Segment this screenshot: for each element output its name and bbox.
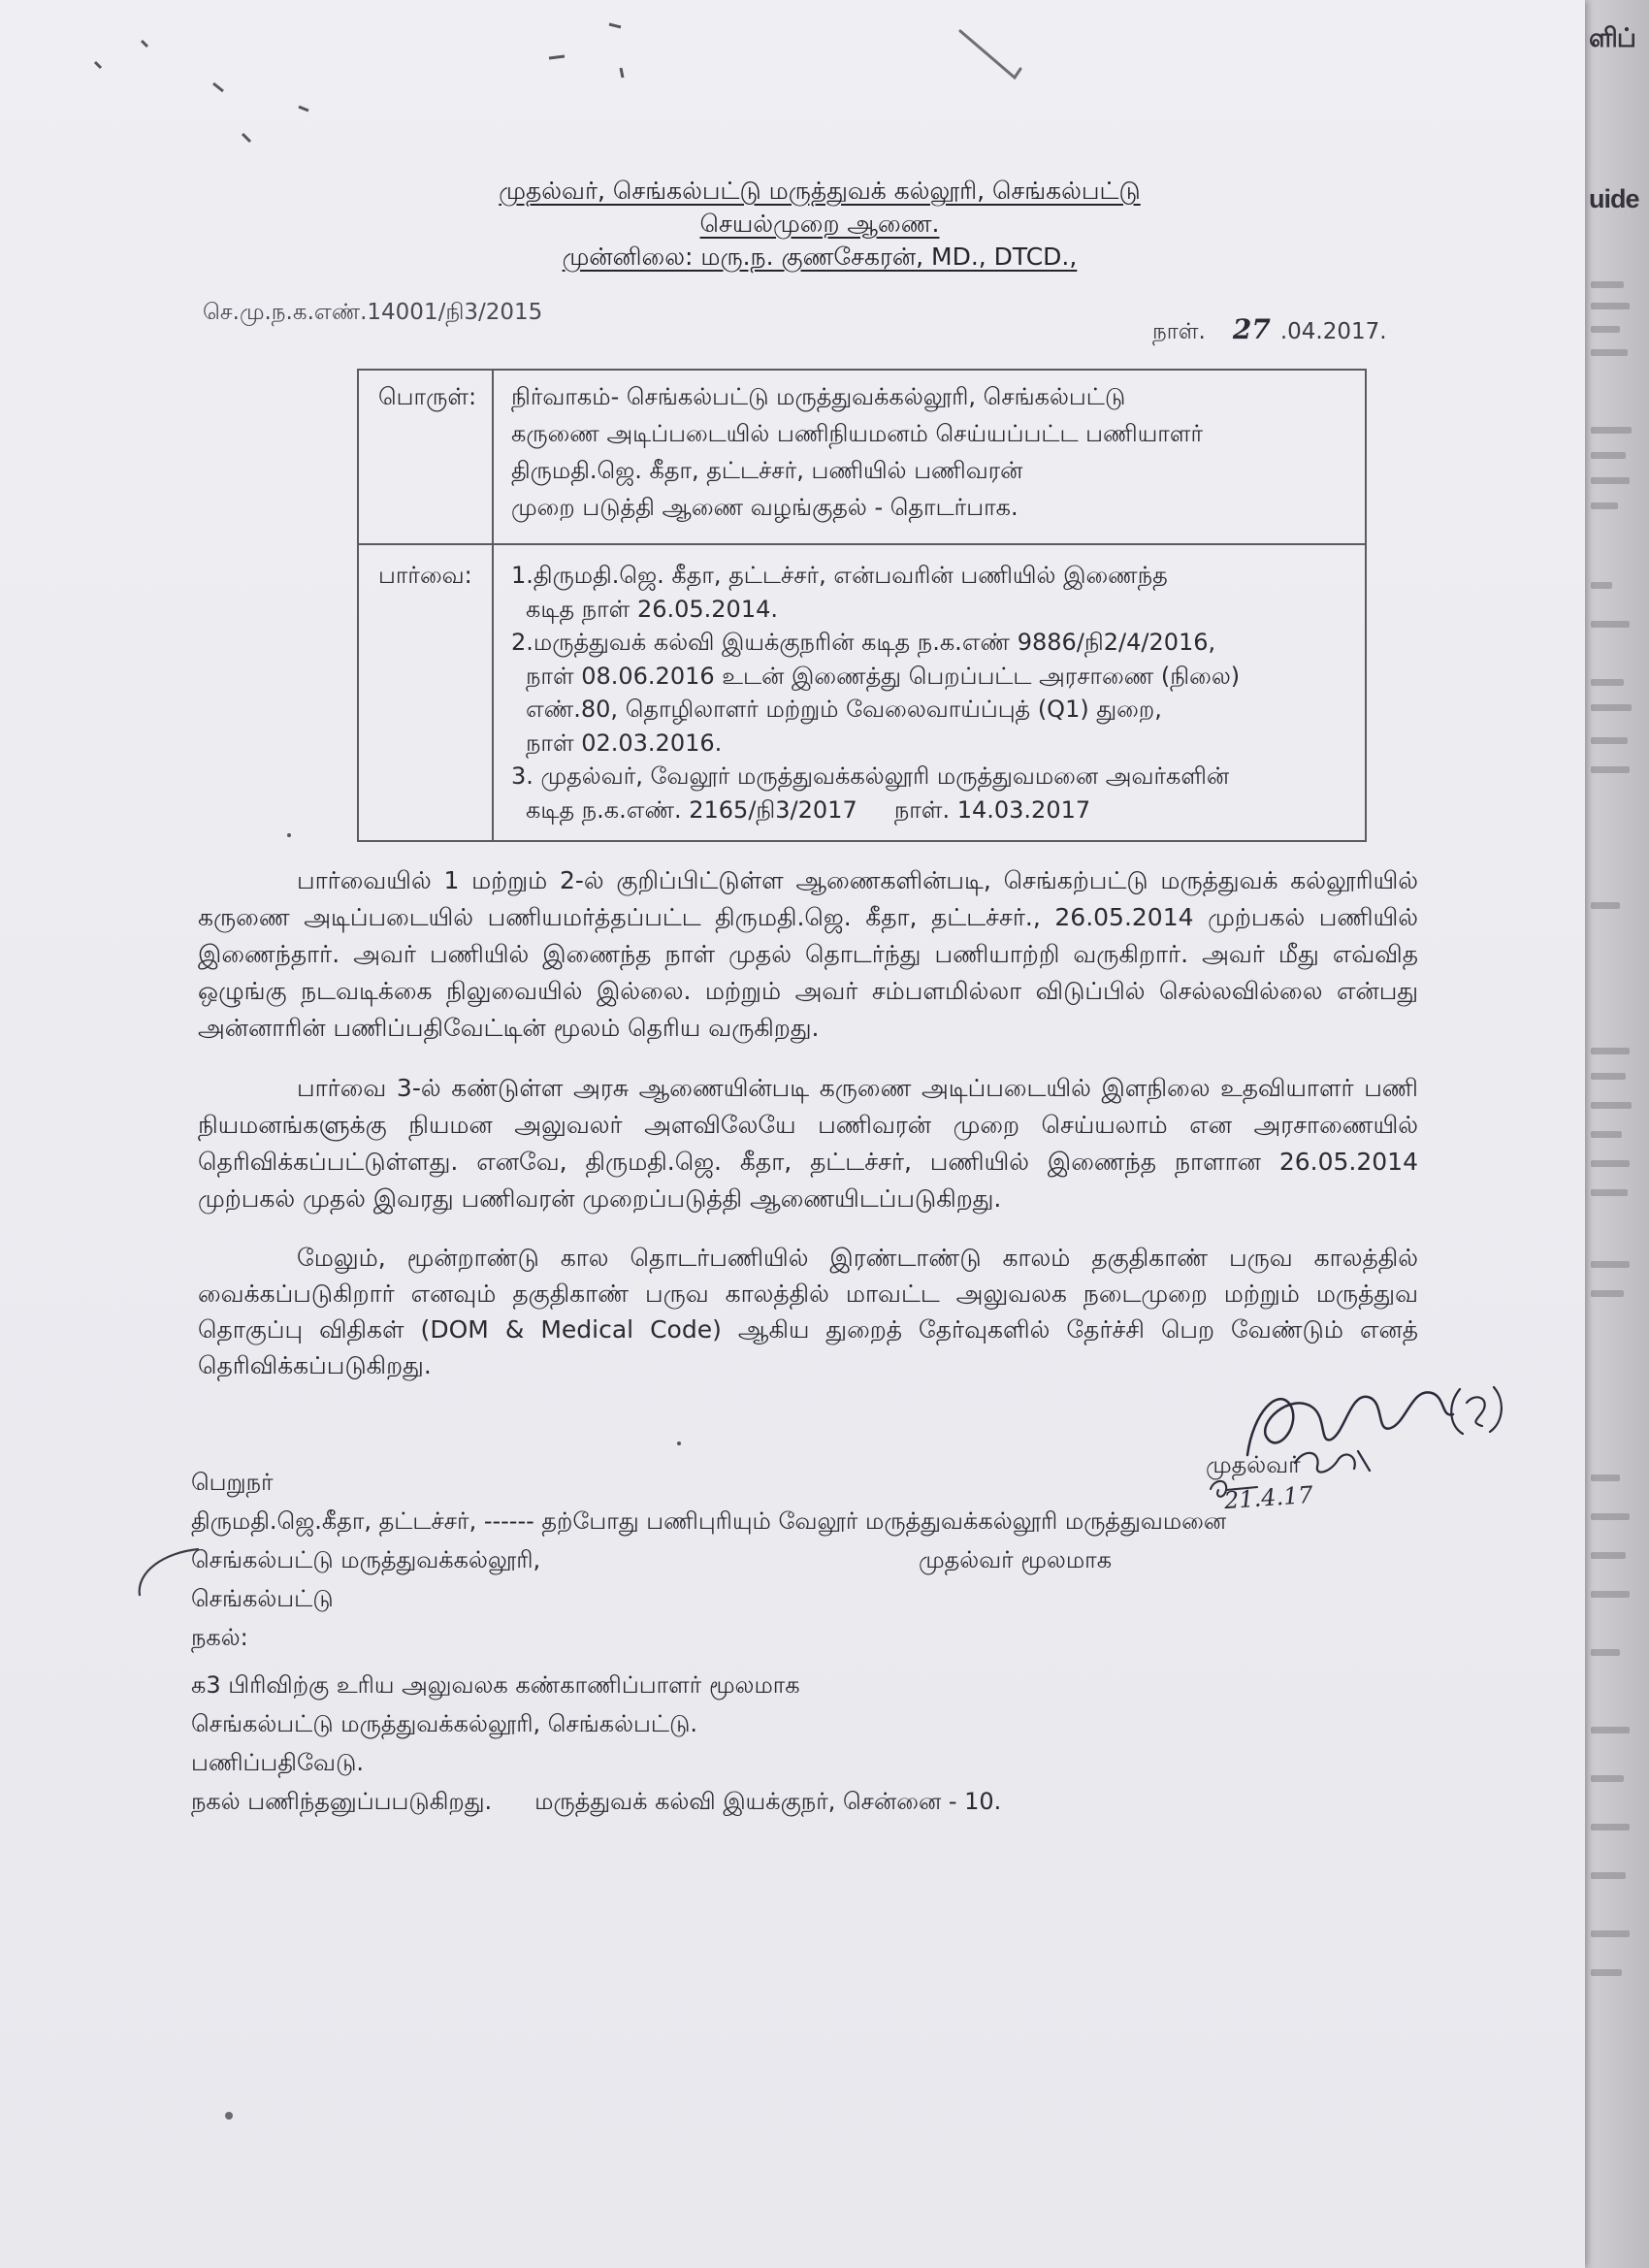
subject-line: முறை படுத்தி ஆணை வழங்குதல் - தொடர்பாக. <box>511 494 1018 521</box>
background-text-smudge <box>1591 1131 1622 1138</box>
background-text-smudge <box>1591 1552 1626 1559</box>
paper-speck <box>225 2112 233 2120</box>
reference-line: நாள் 02.03.2016. <box>526 729 723 757</box>
copy-submission: நகல் பணிந்தனுப்பபடுகிறது. <box>191 1788 493 1815</box>
reference-date-month-year: .04.2017. <box>1279 319 1387 344</box>
reference-line: கடித ந.க.எண். 2165/நி3/2017 நாள். 14.03.2017 <box>526 795 1091 824</box>
copy-line: செங்கல்பட்டு மருத்துவக்கல்லூரி, செங்கல்பட்டு. <box>191 1710 698 1737</box>
reference-row <box>0 295 1585 343</box>
subject-line: திருமதி.ஜெ. கீதா, தட்டச்சர், பணியில் பணிவரன் <box>511 457 1023 484</box>
copy-line: க3 பிரிவிற்கு உரிய அலுவலக கண்காணிப்பாளர் மூலமாக <box>191 1671 800 1699</box>
reference-line: கடித நாள் 26.05.2014. <box>526 595 778 623</box>
background-text-smudge <box>1591 349 1628 356</box>
copy-line: பணிப்பதிவேடு. <box>191 1749 364 1776</box>
copy-heading: நகல்: <box>191 1624 248 1651</box>
recipient-name-line: திருமதி.ஜெ.கீதா, தட்டச்சர், ------ தற்போது பணிபுரியும் வேலூர் மருத்துவக்கல்லூரி மருத்துவமனை <box>191 1507 1227 1535</box>
background-text-smudge <box>1591 1261 1630 1268</box>
background-fragment: ளிப் <box>1589 23 1635 52</box>
copy-submission-line <box>191 1782 1481 1821</box>
signature-handwritten-date: 21.4.17 <box>1223 1480 1314 1515</box>
background-text-smudge <box>1591 1474 1620 1481</box>
recipient-section <box>191 1463 1481 1821</box>
background-text-smudge <box>1591 1649 1620 1656</box>
background-text-smudge <box>1591 582 1612 589</box>
subject-label: பொருள்: <box>359 371 494 543</box>
references-text <box>494 543 1365 840</box>
background-text-smudge <box>1591 326 1620 333</box>
recipient-institution: செங்கல்பட்டு மருத்துவக்கல்லூரி, <box>191 1546 541 1573</box>
recipient-institution-line <box>191 1540 1481 1579</box>
reference-line: 1.திருமதி.ஜெ. கீதா, தட்டச்சர், என்பவரின் பணியில் இணைந்த <box>511 562 1168 589</box>
background-text-smudge <box>1591 1073 1626 1080</box>
background-text-smudge <box>1591 1102 1632 1109</box>
background-text-smudge <box>1591 281 1624 288</box>
background-text-smudge <box>1591 303 1630 309</box>
background-text-smudge <box>1591 452 1626 459</box>
background-text-smudge <box>1591 1872 1626 1879</box>
background-text-smudge <box>1591 1048 1630 1054</box>
reference-line: எண்.80, தொழிலாளர் மற்றும் வேலைவாய்ப்புத் (Q1) துறை, <box>526 696 1162 723</box>
background-text-smudge <box>1591 737 1628 744</box>
background-text-smudge <box>1591 1969 1622 1976</box>
reference-date-label: நாள். <box>1152 319 1206 344</box>
recipient-via-principal: முதல்வர் மூலமாக <box>919 1546 1113 1573</box>
recipient-heading: பெறுநர் <box>191 1469 274 1496</box>
background-text-smudge <box>1591 1824 1630 1831</box>
background-fragment: uide <box>1589 184 1639 213</box>
background-text-smudge <box>1591 477 1630 484</box>
reference-line: 2.மருத்துவக் கல்வி இயக்குநரின் கடித ந.க.எண் 9886/நி2/4/2016, <box>511 629 1216 656</box>
header-order-title: செயல்முறை ஆணை. <box>699 210 940 238</box>
background-text-smudge <box>1591 902 1620 909</box>
reference-date <box>1152 312 1387 349</box>
document-header <box>432 175 1208 274</box>
background-text-smudge <box>1591 502 1618 509</box>
header-presiding-officer: முன்னிலை: மரு.ந. குணசேகரன், MD., DTCD., <box>562 243 1078 271</box>
subject-table <box>357 369 1367 842</box>
body-paragraph-1: பார்வையில் 1 மற்றும் 2-ல் குறிப்பிட்டுள்ள ஆணைகளின்படி, செங்கற்பட்டு மருத்துவக் கல்லூரியில் கருணை அடிப்படையில் பணியமர்த்தப்பட்ட திருமதி.ஜெ. கீதா, தட்டச்சர்., 26.05.2014 முற்பகல் பணியில் இணைந்தார். அவர் பணியில் இணைந்த நாள் முதல் தொடர்ந்து பணியாற்றி வருகிறார். அவர் மீது எவ்வித ஒழுங்கு நடவடிக்கை நிலுவையில் இல்லை. மற்றும் அவர் சம்பளமில்லா விடுப்பில் செல்லவில்லை என்பது அன்னாரின் பணிப்பதிவேட்டின் மூலம் தெரிய வருகிறது. <box>198 866 1418 1042</box>
body-paragraph-2: பார்வை 3-ல் கண்டுள்ள அரசு ஆணையின்படி கருணை அடிப்படையில் இளநிலை உதவியாளர் பணி நியமனங்களுக்கு நியமன அலுவலர் அளவிலேயே பணிவரன் முறை செய்யலாம் என அரசாணையில் தெரிவிக்கப்பட்டுள்ளது. எனவே, திருமதி.ஜெ. கீதா, தட்டச்சர், பணியில் இணைந்த நாளான 26.05.2014 முற்பகல் முதல் இவரது பணிவரன் முறைப்படுத்தி ஆணையிடப்படுகிறது. <box>198 1074 1418 1213</box>
recipient-city-line: செங்கல்பட்டு <box>191 1585 334 1612</box>
background-text-smudge <box>1591 1930 1630 1937</box>
background-text-smudge <box>1591 1591 1630 1598</box>
subject-text <box>494 371 1365 543</box>
references-label: பார்வை: <box>359 543 494 840</box>
background-text-smudge <box>1591 679 1624 686</box>
body-paragraph-3: மேலும், மூன்றாண்டு கால தொடர்பணியில் இரண்டாண்டு காலம் தகுதிகாண் பருவ காலத்தில் வைக்கப்படுகிறார் எனவும் தகுதிகாண் பருவ காலத்தில் மாவட்ட அலுவலக நடைமுறை மற்றும் மருத்துவ தொகுப்பு விதிகள் (DOM & Medical Code) ஆகிய துறைத் தேர்வுகளில் தேர்ச்சி பெற வேண்டும் எனத் தெரிவிக்கப்படுகிறது. <box>198 1244 1418 1379</box>
copy-submission-to: மருத்துவக் கல்வி இயக்குநர், சென்னை - 10. <box>534 1788 1002 1815</box>
background-text-smudge <box>1591 1727 1630 1733</box>
reference-line: 3. முதல்வர், வேலூர் மருத்துவக்கல்லூரி மருத்துவமனை அவர்களின் <box>511 762 1230 790</box>
background-text-smudge <box>1591 427 1632 434</box>
signatory-title: முதல்வர் <box>1206 1451 1301 1478</box>
reference-date-day-handwritten: 27 <box>1232 313 1271 345</box>
subject-line: நிர்வாகம்- செங்கல்பட்டு மருத்துவக்கல்லூரி, செங்கல்பட்டு <box>511 383 1126 410</box>
background-text-smudge <box>1591 704 1632 711</box>
background-text-smudge <box>1591 1290 1624 1297</box>
subject-line: கருணை அடிப்படையில் பணிநியமனம் செய்யப்பட்ட பணியாளர் <box>511 420 1204 447</box>
background-text-smudge <box>1591 1160 1630 1167</box>
background-text-smudge <box>1591 1189 1628 1196</box>
background-text-smudge <box>1591 621 1630 628</box>
reference-line: நாள் 08.06.2016 உடன் இணைத்து பெறப்பட்ட அரசாணை (நிலை) <box>526 662 1241 690</box>
background-text-smudge <box>1591 1513 1630 1520</box>
background-text-smudge <box>1591 766 1630 773</box>
header-institution-line: முதல்வர், செங்கல்பட்டு மருத்துவக் கல்லூரி, செங்கல்பட்டு <box>499 177 1141 205</box>
reference-number: செ.மு.ந.க.எண்.14001/நி3/2015 <box>203 300 543 325</box>
background-text-smudge <box>1591 1775 1624 1782</box>
